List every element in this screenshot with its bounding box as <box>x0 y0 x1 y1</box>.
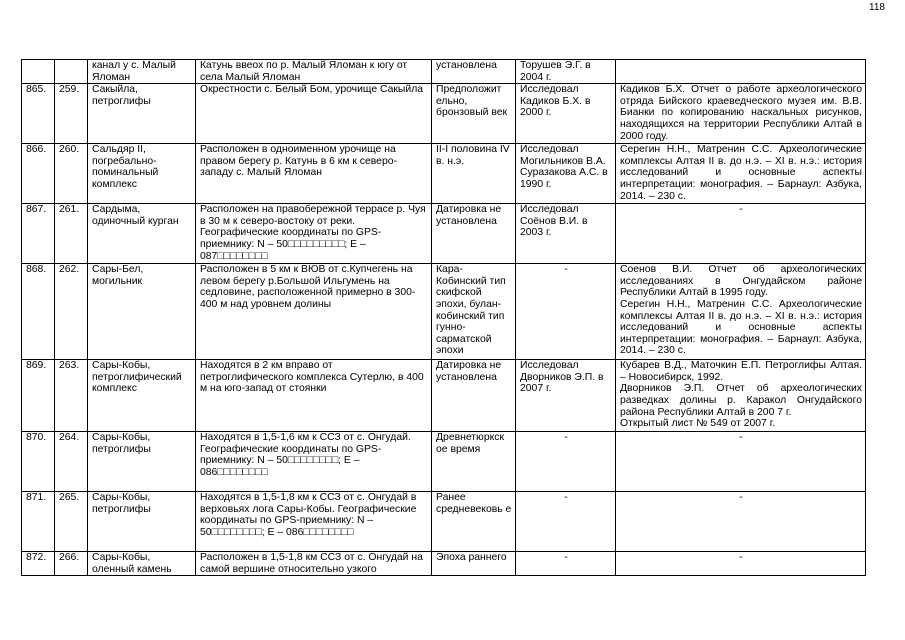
research-cell: - <box>516 492 616 552</box>
dating-cell: установлена <box>432 60 516 84</box>
dating-cell: Кара-Кобинский тип скифской эпохи, булан-кобинский тип гунно-сарматской эпохи <box>432 264 516 360</box>
registry-number-cell: 867. <box>22 204 55 264</box>
local-number-cell: 259. <box>55 84 88 144</box>
research-cell: Торушев Э.Г. в 2004 г. <box>516 60 616 84</box>
research-cell: Исследовал Кадиков Б.Х. в 2000 г. <box>516 84 616 144</box>
table-row <box>22 492 866 552</box>
location-cell: Расположен в 5 км к ВЮВ от с.Купчегень на левом берегу р.Большой Ильгумень на седловине, расположенной примерно в 300-400 м над уровнем долины <box>196 264 432 360</box>
source-entry: - <box>739 492 743 504</box>
source-entry: Кубарев В.Д., Маточкин Е.П. Петроглифы Алтая. – Новосибирск, 1992. <box>620 360 862 383</box>
local-number-cell: 263. <box>55 360 88 432</box>
table-row <box>22 144 866 204</box>
registry-number-cell: 865. <box>22 84 55 144</box>
sources-cell <box>616 84 866 144</box>
monument-name-cell: Сары-Кобы, петроглифы <box>88 492 196 552</box>
dating-cell: Датировка не установлена <box>432 360 516 432</box>
location-cell: Расположен в 1,5-1,8 км ССЗ от с. Онгудай на самой вершине относительно узкого <box>196 552 432 576</box>
registry-number-cell: 871. <box>22 492 55 552</box>
dating-cell: Ранее средневековь е <box>432 492 516 552</box>
dating-cell: Предположит ельно, бронзовый век <box>432 84 516 144</box>
table-row <box>22 60 866 84</box>
registry-number-cell: 872. <box>22 552 55 576</box>
local-number-cell <box>55 60 88 84</box>
dating-cell: Датировка не установлена <box>432 204 516 264</box>
location-cell: Находятся в 1,5-1,8 км к ССЗ от с. Онгудай в верховьях лога Сары-Кобы. Географические координаты по GPS-приемнику: N – 50□□□□□□□□; E – 086□□□□□□□□ <box>196 492 432 552</box>
local-number-cell: 262. <box>55 264 88 360</box>
sources-cell <box>616 144 866 204</box>
monument-registry-table <box>21 59 866 576</box>
source-entry: - <box>739 552 743 564</box>
monument-name-cell: Сальдяр II, погребально-поминальный комплекс <box>88 144 196 204</box>
sources-cell <box>616 60 866 84</box>
local-number-cell: 266. <box>55 552 88 576</box>
sources-cell <box>616 432 866 492</box>
source-entry: - <box>739 204 743 216</box>
dating-cell: Древнетюркск ое время <box>432 432 516 492</box>
location-cell: Окрестности с. Белый Бом, урочище Сакыйла <box>196 84 432 144</box>
monument-name-cell: канал у с. Малый Яломан <box>88 60 196 84</box>
monument-name-cell: Сары-Бел, могильник <box>88 264 196 360</box>
page-number: 118 <box>869 2 885 13</box>
source-entry: Кадиков Б.Х. Отчет о работе археологического отряда Бийского краеведческого музея им. В.В. Бианки по копированию наскальных рисунков, находящихся на территории Республики Алтай в 2000 году. <box>620 84 862 142</box>
research-cell: - <box>516 552 616 576</box>
registry-number-cell: 870. <box>22 432 55 492</box>
location-cell: Находятся в 1,5-1,6 км к ССЗ от с. Онгудай. Географические координаты по GPS-приемнику: N – 50□□□□□□□□; E – 086□□□□□□□□ <box>196 432 432 492</box>
sources-cell <box>616 360 866 432</box>
registry-number-cell <box>22 60 55 84</box>
local-number-cell: 260. <box>55 144 88 204</box>
sources-cell <box>616 264 866 360</box>
dating-cell: Эпоха раннего <box>432 552 516 576</box>
source-entry: Серегин Н.Н., Матренин С.С. Археологические комплексы Алтая II в. до н.э. – XI в. н.э.: история исследований и основные аспекты интерпретации: монография. – Барнаул: Азбука, 2014. – 230 с. <box>620 144 862 202</box>
local-number-cell: 264. <box>55 432 88 492</box>
location-cell: Расположен в одноименном урочище на правом берегу р. Катунь в 6 км к северо-западу с. Малый Яломан <box>196 144 432 204</box>
local-number-cell: 261. <box>55 204 88 264</box>
sources-cell <box>616 204 866 264</box>
research-cell: Исследовал Дворников Э.П. в 2007 г. <box>516 360 616 432</box>
source-entry: Серегин Н.Н., Матренин С.С. Археологические комплексы Алтая II в. до н.э. – XI в. н.э.: история исследований и основные аспекты интерпретации: монография. – Барнаул: Азбука, 2014. – 230 с. <box>620 298 862 357</box>
monument-name-cell: Сары-Кобы, оленный камень <box>88 552 196 576</box>
sources-cell <box>616 552 866 576</box>
registry-number-cell: 866. <box>22 144 55 204</box>
research-cell: Исследовал Могильников В.А. Суразакова А.С. в 1990 г. <box>516 144 616 204</box>
table-row <box>22 84 866 144</box>
research-cell: - <box>516 264 616 360</box>
registry-number-cell: 869. <box>22 360 55 432</box>
research-cell: Исследовал Соёнов В.И. в 2003 г. <box>516 204 616 264</box>
source-entry: Дворников Э.П. Отчет об археологических разведках долины р. Каракол Онгудайского района Республики Алтай в 200 7 г. <box>620 383 862 418</box>
table-row <box>22 264 866 360</box>
sources-cell <box>616 492 866 552</box>
table-row <box>22 552 866 576</box>
dating-cell: II-I половина IV в. н.э. <box>432 144 516 204</box>
source-entry: Открытый лист № 549 от 2007 г. <box>620 418 776 430</box>
table-row <box>22 204 866 264</box>
table-row <box>22 432 866 492</box>
location-cell: Расположен на правобережной террасе р. Чуя в 30 м к северо-востоку от реки. Географические координаты по GPS-приемнику: N – 50□□□□□□□□□; E – 087□□□□□□□□ <box>196 204 432 264</box>
location-cell: Катунь ввеох по р. Малый Яломан к югу от села Малый Яломан <box>196 60 432 84</box>
source-entry: - <box>739 432 743 444</box>
location-cell: Находятся в 2 км вправо от петроглифического комплекса Сутерлю, в 400 м на юго-запад от стоянки <box>196 360 432 432</box>
monument-name-cell: Сакыйла, петроглифы <box>88 84 196 144</box>
registry-number-cell: 868. <box>22 264 55 360</box>
source-entry: Соенов В.И. Отчет об археологических исследованиях в Онгудайском районе Республики Алтай в 1995 году. <box>620 264 862 299</box>
monument-name-cell: Сардыма, одиночный курган <box>88 204 196 264</box>
monument-name-cell: Сары-Кобы, петроглифы <box>88 432 196 492</box>
monument-name-cell: Сары-Кобы, петроглифический комплекс <box>88 360 196 432</box>
research-cell: - <box>516 432 616 492</box>
local-number-cell: 265. <box>55 492 88 552</box>
table-row <box>22 360 866 432</box>
